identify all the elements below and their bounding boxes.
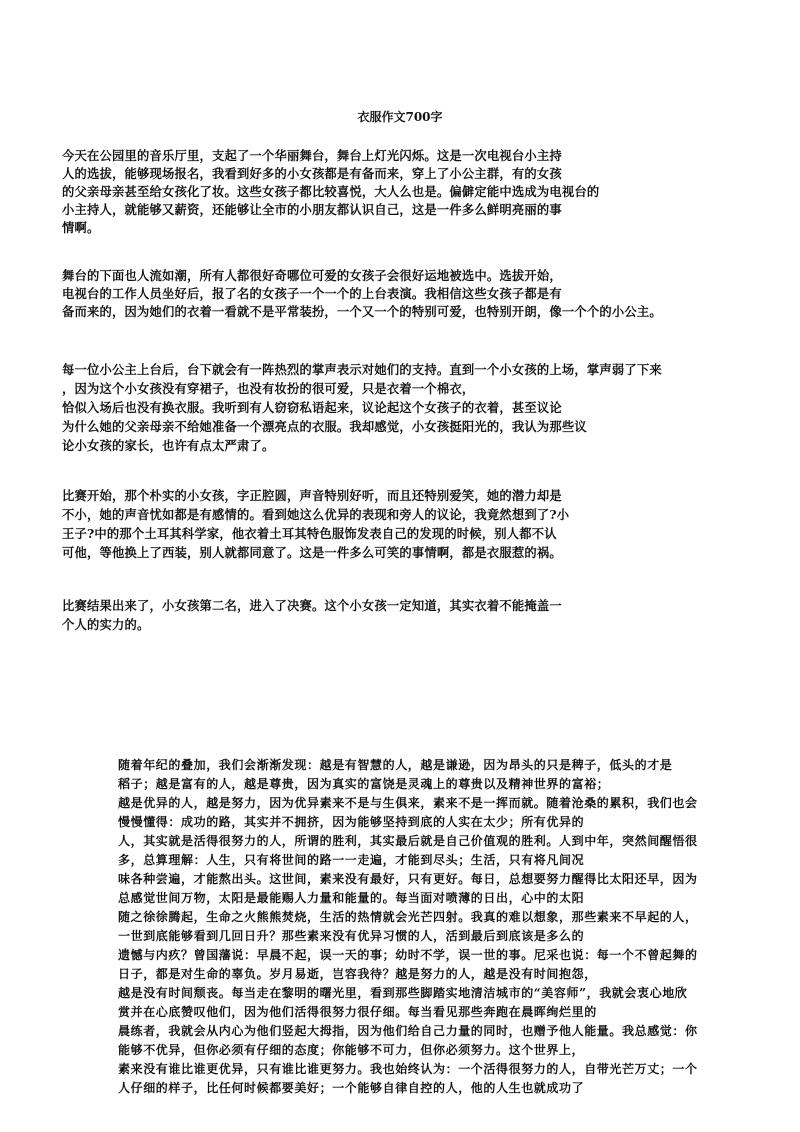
- text-line: 能够不优异，但你必须有仔细的态度；你能够不可力，但你必须努力。这个世界上，: [118, 1043, 585, 1057]
- text-line: 比赛结果出来了，小女孩第二名，进入了决赛。这个小女孩一定知道，其实衣着不能掩盖一: [62, 598, 562, 613]
- text-line: 论小女孩的家长，也许有点太严肃了。: [62, 438, 275, 453]
- text-line: 晨练者，我就会从内心为他们竖起大拇指，因为他们给自己力量的同时，也赠予他人能量。我总感觉：你: [118, 1024, 698, 1038]
- text-line: 素来没有谁比谁更优异，只有谁比谁更努力。我也始终认为：一个活得很努力的人，自带光芒万丈；一个: [118, 1062, 698, 1076]
- text-line: 情啊。: [62, 220, 100, 235]
- text-line: 备而来的，因为她们的衣着一看就不是平常装扮，一个又一个的特别可爱，也特别开朗，像一个个的小公主。: [62, 304, 662, 319]
- text-line: 不小，她的声音忧如都是有感情的。看到她这么优异的表现和旁人的议论，我竟然想到了?小: [62, 507, 570, 522]
- text-line: 人仔细的样子，比任何时候都要美好；一个能够自律自控的人，他的人生也就成功了: [118, 1081, 585, 1095]
- text-line: 舞台的下面也人流如潮，所有人都很好奇哪位可爱的女孩子会很好运地被选中。选拔开始，: [62, 268, 562, 283]
- text-line: 赏并在心底赞叹他们，因为他们活得很努力很仔细。每当看见那些奔跑在晨晖绚烂里的: [118, 1005, 597, 1019]
- text-line: 随之徐徐腾起，生命之火熊熊焚烧，生活的热情就会光芒四射。我真的难以想象，那些素来不早起的人，: [118, 910, 698, 924]
- text-line: 越是优异的人，越是努力，因为优异素来不是与生俱来，素来不是一挥而就。随着沧桑的累积，我们也会: [118, 796, 698, 810]
- text-line: 可他，等他换上了西装，别人就都同意了。这是一件多么可笑的事情啊，都是衣服惹的祸。: [62, 545, 562, 560]
- text-line: 比赛开始，那个朴实的小女孩，字正腔圆，声音特别好听，而且还特别爱笑，她的潜力却是: [62, 488, 562, 503]
- text-line: 电视台的工作人员坐好后，报了名的女孩子一个一个的上台表演。我相信这些女孩子都是有: [62, 286, 562, 301]
- text-line: 每一位小公主上台后，台下就会有一阵热烈的掌声表示对她们的支持。直到一个小女孩的上场，掌声弱了下来: [62, 362, 662, 377]
- text-line: 王子?中的那个土耳其科学家，他衣着土耳其特色服饰发表自己的发现的时候，别人都不认: [62, 526, 557, 541]
- text-line: 稻子；越是富有的人，越是尊贵，因为真实的富饶是灵魂上的尊贵以及精神世界的富裕；: [118, 777, 610, 791]
- document-title: 衣服作文700字: [357, 110, 443, 124]
- text-line: 人，其实就是活得很努力的人，所谓的胜利，其实最后就是自己价值观的胜利。人到中年，突然间醒悟很: [118, 834, 698, 848]
- text-line: 一世到底能够看到几回日升？那些素来没有优异习惯的人，活到最后到底该是多么的: [118, 929, 585, 943]
- text-line: 的父亲母亲甚至给女孩化了妆。这些女孩子都比较喜悦，大人么也是。偏僻定能中选成为电视台的: [62, 184, 600, 199]
- text-line: 越是没有时间颓丧。每当走在黎明的曙光里，看到那些脚踏实地清洁城市的“美容师”，我就会衷心地欣: [118, 986, 688, 1000]
- text-line: 今天在公园里的音乐厅里，支起了一个华丽舞台，舞台上灯光闪烁。这是一次电视台小主持: [62, 148, 562, 163]
- text-line: 多，总算理解：人生，只有将世间的路一一走遍，才能到尽头；生活，只有将凡间况: [118, 853, 585, 867]
- text-line: 为什么她的父亲母亲不给她准备一个漂亮点的衣服。我却感觉，小女孩挺阳光的，我认为那些议: [62, 419, 587, 434]
- text-line: ，因为这个小女孩没有穿裙子，也没有妆扮的很可爱，只是衣着一个棉衣，: [62, 381, 475, 396]
- text-line: 个人的实力的。: [62, 617, 150, 632]
- text-line: 日子，都是对生命的辜负。岁月易逝，岂容我待？越是努力的人，越是没有时间抱怨，: [118, 967, 597, 981]
- text-line: 恰似入场后也没有换衣服。我听到有人窃窃私语起来，议论起这个女孩子的衣着，甚至议论: [62, 400, 562, 415]
- text-line: 总感觉世间万物，太阳是最能赐人力量和能量的。每当面对喷薄的日出，心中的太阳: [118, 891, 585, 905]
- text-line: 遗憾与内疚？曾国藩说：早晨不起，误一天的事；幼时不学，误一世的事。尼采也说：每一个不曾起舞的: [118, 948, 698, 962]
- text-line: 味各种尝遍，才能熬出头。这世间，素来没有最好，只有更好。每日，总想要努力醒得比太阳还早，因为: [118, 872, 698, 886]
- text-line: 慢慢懂得：成功的路，其实并不拥挤，因为能够坚持到底的人实在太少；所有优异的: [118, 815, 585, 829]
- text-line: 人的选拔，能够现场报名，我看到好多的小女孩都是有备而来，穿上了小公主群，有的女孩: [62, 166, 562, 181]
- text-line: 小主持人，就能够又薪资，还能够让全市的小朋友都认识自己，这是一件多么鲜明亮丽的事: [62, 202, 562, 217]
- text-line: 随着年纪的叠加，我们会渐渐发现：越是有智慧的人，越是谦逊，因为昂头的只是稗子，低头的才是: [118, 758, 673, 772]
